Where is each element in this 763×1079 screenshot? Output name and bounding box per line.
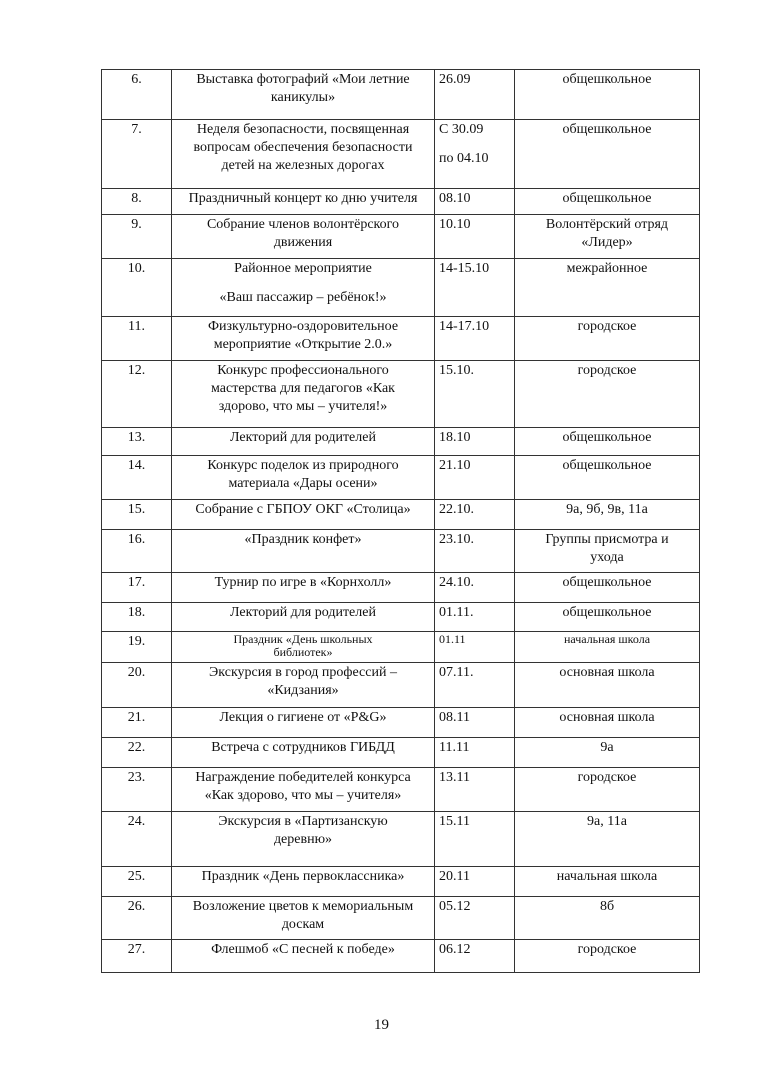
cell-text-line: межрайонное — [566, 261, 648, 276]
cell-text-line: Конкурс поделок из природного — [207, 458, 399, 473]
cell-text-line: «Лидер» — [581, 235, 633, 250]
participants-cell — [515, 500, 700, 530]
row-number-cell: 22. — [102, 738, 172, 768]
cell-text-line: 15.11 — [439, 814, 470, 829]
participants-cell — [515, 603, 700, 632]
participants-cell — [515, 120, 700, 189]
event-date-cell — [435, 530, 515, 573]
event-name-cell — [172, 632, 435, 663]
table-row — [102, 259, 700, 317]
row-number-cell: 17. — [102, 573, 172, 603]
event-name-cell — [172, 259, 435, 317]
cell-text-line: 9а — [600, 740, 614, 755]
cell-text-line: общешкольное — [562, 122, 652, 137]
cell-text-line: общешкольное — [562, 72, 652, 87]
event-name-cell — [172, 603, 435, 632]
cell-text-line: Награждение победителей конкурса — [195, 770, 411, 785]
participants-cell — [515, 456, 700, 500]
line-gap — [176, 278, 430, 289]
event-date-cell — [435, 632, 515, 663]
row-number-cell: 8. — [102, 189, 172, 215]
event-date-cell — [435, 259, 515, 317]
row-number-cell: 21. — [102, 708, 172, 738]
cell-text-line: детей на железных дорогах — [221, 158, 385, 173]
event-date-cell — [435, 940, 515, 973]
event-date-cell — [435, 120, 515, 189]
row-number-cell: 15. — [102, 500, 172, 530]
row-number-cell: 25. — [102, 867, 172, 897]
row-number-cell: 16. — [102, 530, 172, 573]
event-name-cell — [172, 189, 435, 215]
cell-text-line: «Праздник конфет» — [244, 532, 362, 547]
cell-text-line: 14-15.10 — [439, 261, 490, 276]
table-row — [102, 215, 700, 259]
event-name-cell — [172, 897, 435, 940]
cell-text-line: Районное мероприятие — [234, 261, 372, 276]
row-number-cell: 9. — [102, 215, 172, 259]
event-date-cell — [435, 70, 515, 120]
cell-text-line: 21.10 — [439, 458, 471, 473]
event-name-cell — [172, 500, 435, 530]
cell-text-line: вопросам обеспечения безопасности — [193, 140, 413, 155]
table-row — [102, 456, 700, 500]
events-table — [101, 69, 700, 973]
participants-cell — [515, 70, 700, 120]
event-date-cell — [435, 812, 515, 867]
cell-text-line: 01.11 — [439, 632, 466, 646]
event-date-cell — [435, 456, 515, 500]
participants-cell — [515, 738, 700, 768]
participants-cell — [515, 708, 700, 738]
cell-text-line: С 30.09 — [439, 122, 484, 137]
row-number-cell: 11. — [102, 317, 172, 361]
cell-text-line: библиотек» — [273, 645, 333, 659]
row-number-cell: 13. — [102, 428, 172, 456]
participants-cell — [515, 317, 700, 361]
cell-text-line: Праздничный концерт ко дню учителя — [188, 191, 418, 206]
event-date-cell — [435, 867, 515, 897]
event-name-cell — [172, 573, 435, 603]
event-name-cell — [172, 428, 435, 456]
event-date-cell — [435, 897, 515, 940]
page-number: 19 — [374, 1017, 389, 1033]
row-number-cell: 12. — [102, 361, 172, 428]
row-number-cell: 10. — [102, 259, 172, 317]
event-name-cell — [172, 768, 435, 812]
cell-text-line: доскам — [281, 917, 325, 932]
cell-text-line: 8б — [599, 899, 615, 914]
event-date-cell — [435, 361, 515, 428]
cell-text-line: 20.11 — [439, 869, 470, 884]
event-name-cell — [172, 70, 435, 120]
cell-text-line: 11.11 — [439, 740, 470, 755]
event-name-cell — [172, 812, 435, 867]
cell-text-line: городское — [577, 363, 637, 378]
cell-text-line: общешкольное — [562, 430, 652, 445]
participants-cell — [515, 940, 700, 973]
event-date-cell — [435, 317, 515, 361]
row-number-cell: 19. — [102, 632, 172, 663]
cell-text-line: Возложение цветов к мемориальным — [192, 899, 414, 914]
participants-cell — [515, 215, 700, 259]
cell-text-line: Праздник «День школьных — [233, 632, 373, 646]
participants-cell — [515, 259, 700, 317]
cell-text-line: основная школа — [559, 665, 655, 680]
cell-text-line: «Как здорово, что мы – учителя» — [204, 788, 402, 803]
cell-text-line: общешкольное — [562, 605, 652, 620]
cell-text-line: Неделя безопасности, посвященная — [196, 122, 410, 137]
cell-text-line: 06.12 — [439, 942, 471, 957]
cell-text-line: 01.11. — [439, 605, 474, 620]
participants-cell — [515, 573, 700, 603]
event-name-cell — [172, 867, 435, 897]
cell-text-line: общешкольное — [562, 191, 652, 206]
table-row — [102, 708, 700, 738]
cell-text-line: 9а, 11а — [587, 814, 627, 829]
event-date-cell — [435, 603, 515, 632]
table-row — [102, 812, 700, 867]
event-date-cell — [435, 189, 515, 215]
event-date-cell — [435, 428, 515, 456]
cell-text-line: 18.10 — [439, 430, 471, 445]
table-row — [102, 120, 700, 189]
cell-text-line: Экскурсия в город профессий – — [209, 665, 397, 680]
table-row — [102, 940, 700, 973]
cell-text-line: общешкольное — [562, 458, 652, 473]
cell-text-line: движения — [273, 235, 333, 250]
event-name-cell — [172, 940, 435, 973]
table-row — [102, 768, 700, 812]
cell-text-line: начальная школа — [556, 869, 658, 884]
cell-text-line: по 04.10 — [439, 151, 489, 166]
table-row — [102, 867, 700, 897]
participants-cell — [515, 530, 700, 573]
cell-text-line: 14-17.10 — [439, 319, 490, 334]
table-row — [102, 530, 700, 573]
event-date-cell — [435, 768, 515, 812]
cell-text-line: Группы присмотра и — [545, 532, 669, 547]
cell-text-line: 08.10 — [439, 191, 471, 206]
event-date-cell — [435, 573, 515, 603]
cell-text-line: 22.10. — [439, 502, 474, 517]
event-date-cell — [435, 708, 515, 738]
events-table-body — [102, 70, 700, 973]
participants-cell — [515, 867, 700, 897]
cell-text-line: Конкурс профессионального — [217, 363, 389, 378]
cell-text-line: Собрание членов волонтёрского — [206, 217, 400, 232]
event-name-cell — [172, 215, 435, 259]
cell-text-line: каникулы» — [270, 90, 336, 105]
cell-text-line: городское — [577, 942, 637, 957]
cell-text-line: деревню» — [273, 832, 333, 847]
table-row — [102, 317, 700, 361]
participants-cell — [515, 361, 700, 428]
event-name-cell — [172, 120, 435, 189]
row-number-cell: 20. — [102, 663, 172, 708]
participants-cell — [515, 189, 700, 215]
event-name-cell — [172, 738, 435, 768]
event-name-cell — [172, 708, 435, 738]
cell-text-line: 9а, 9б, 9в, 11а — [566, 502, 648, 517]
row-number-cell: 18. — [102, 603, 172, 632]
cell-text-line: 26.09 — [439, 72, 471, 87]
cell-text-line: мастерства для педагогов «Как — [211, 381, 395, 396]
event-date-cell — [435, 738, 515, 768]
row-number-cell: 27. — [102, 940, 172, 973]
row-number-cell: 6. — [102, 70, 172, 120]
cell-text-line: Экскурсия в «Партизанскую — [218, 814, 388, 829]
cell-text-line: Собрание с ГБПОУ ОКГ «Столица» — [195, 502, 411, 517]
cell-text-line: Встреча с сотрудников ГИБДД — [211, 740, 395, 755]
participants-cell — [515, 768, 700, 812]
cell-text-line: мероприятие «Открытие 2.0.» — [213, 337, 393, 352]
table-row — [102, 361, 700, 428]
row-number-cell: 26. — [102, 897, 172, 940]
line-gap — [439, 139, 510, 150]
cell-text-line: «Кидзания» — [267, 683, 339, 698]
cell-text-line: здорово, что мы – учителя!» — [218, 399, 388, 414]
cell-text-line: Праздник «День первоклассника» — [201, 869, 405, 884]
participants-cell — [515, 428, 700, 456]
cell-text-line: Турнир по игре в «Корнхолл» — [214, 575, 392, 590]
table-row — [102, 632, 700, 663]
cell-text-line: ухода — [590, 550, 624, 565]
cell-text-line: 05.12 — [439, 899, 471, 914]
cell-text-line: основная школа — [559, 710, 655, 725]
cell-text-line: начальная школа — [563, 632, 651, 646]
cell-text-line: 23.10. — [439, 532, 474, 547]
event-date-cell — [435, 215, 515, 259]
row-number-cell: 23. — [102, 768, 172, 812]
cell-text-line: Флешмоб «С песней к победе» — [211, 942, 395, 957]
event-name-cell — [172, 663, 435, 708]
cell-text-line: Лекторий для родителей — [230, 605, 376, 620]
cell-text-line: «Ваш пассажир – ребёнок!» — [219, 290, 387, 305]
cell-text-line: Выставка фотографий «Мои летние — [196, 72, 410, 87]
cell-text-line: общешкольное — [562, 575, 652, 590]
table-row — [102, 663, 700, 708]
table-row — [102, 573, 700, 603]
cell-text-line: Физкультурно-оздоровительное — [207, 319, 399, 334]
table-row — [102, 897, 700, 940]
table-row — [102, 738, 700, 768]
participants-cell — [515, 632, 700, 663]
cell-text-line: 24.10. — [439, 575, 474, 590]
event-name-cell — [172, 317, 435, 361]
participants-cell — [515, 897, 700, 940]
event-name-cell — [172, 361, 435, 428]
cell-text-line: материала «Дары осени» — [228, 476, 378, 491]
cell-text-line: городское — [577, 770, 637, 785]
table-row — [102, 500, 700, 530]
event-date-cell — [435, 500, 515, 530]
row-number-cell: 14. — [102, 456, 172, 500]
cell-text-line: Волонтёрский отряд — [545, 217, 669, 232]
cell-text-line: 08.11 — [439, 710, 470, 725]
event-name-cell — [172, 530, 435, 573]
row-number-cell: 7. — [102, 120, 172, 189]
cell-text-line: Лекция о гигиене от «P&G» — [219, 710, 387, 725]
table-row — [102, 189, 700, 215]
cell-text-line: 13.11 — [439, 770, 470, 785]
table-row — [102, 428, 700, 456]
table-row — [102, 70, 700, 120]
participants-cell — [515, 812, 700, 867]
event-name-cell — [172, 456, 435, 500]
cell-text-line: Лекторий для родителей — [230, 430, 376, 445]
cell-text-line: городское — [577, 319, 637, 334]
table-row — [102, 603, 700, 632]
cell-text-line: 15.10. — [439, 363, 474, 378]
participants-cell — [515, 663, 700, 708]
event-date-cell — [435, 663, 515, 708]
row-number-cell: 24. — [102, 812, 172, 867]
cell-text-line: 10.10 — [439, 217, 471, 232]
cell-text-line: 07.11. — [439, 665, 474, 680]
